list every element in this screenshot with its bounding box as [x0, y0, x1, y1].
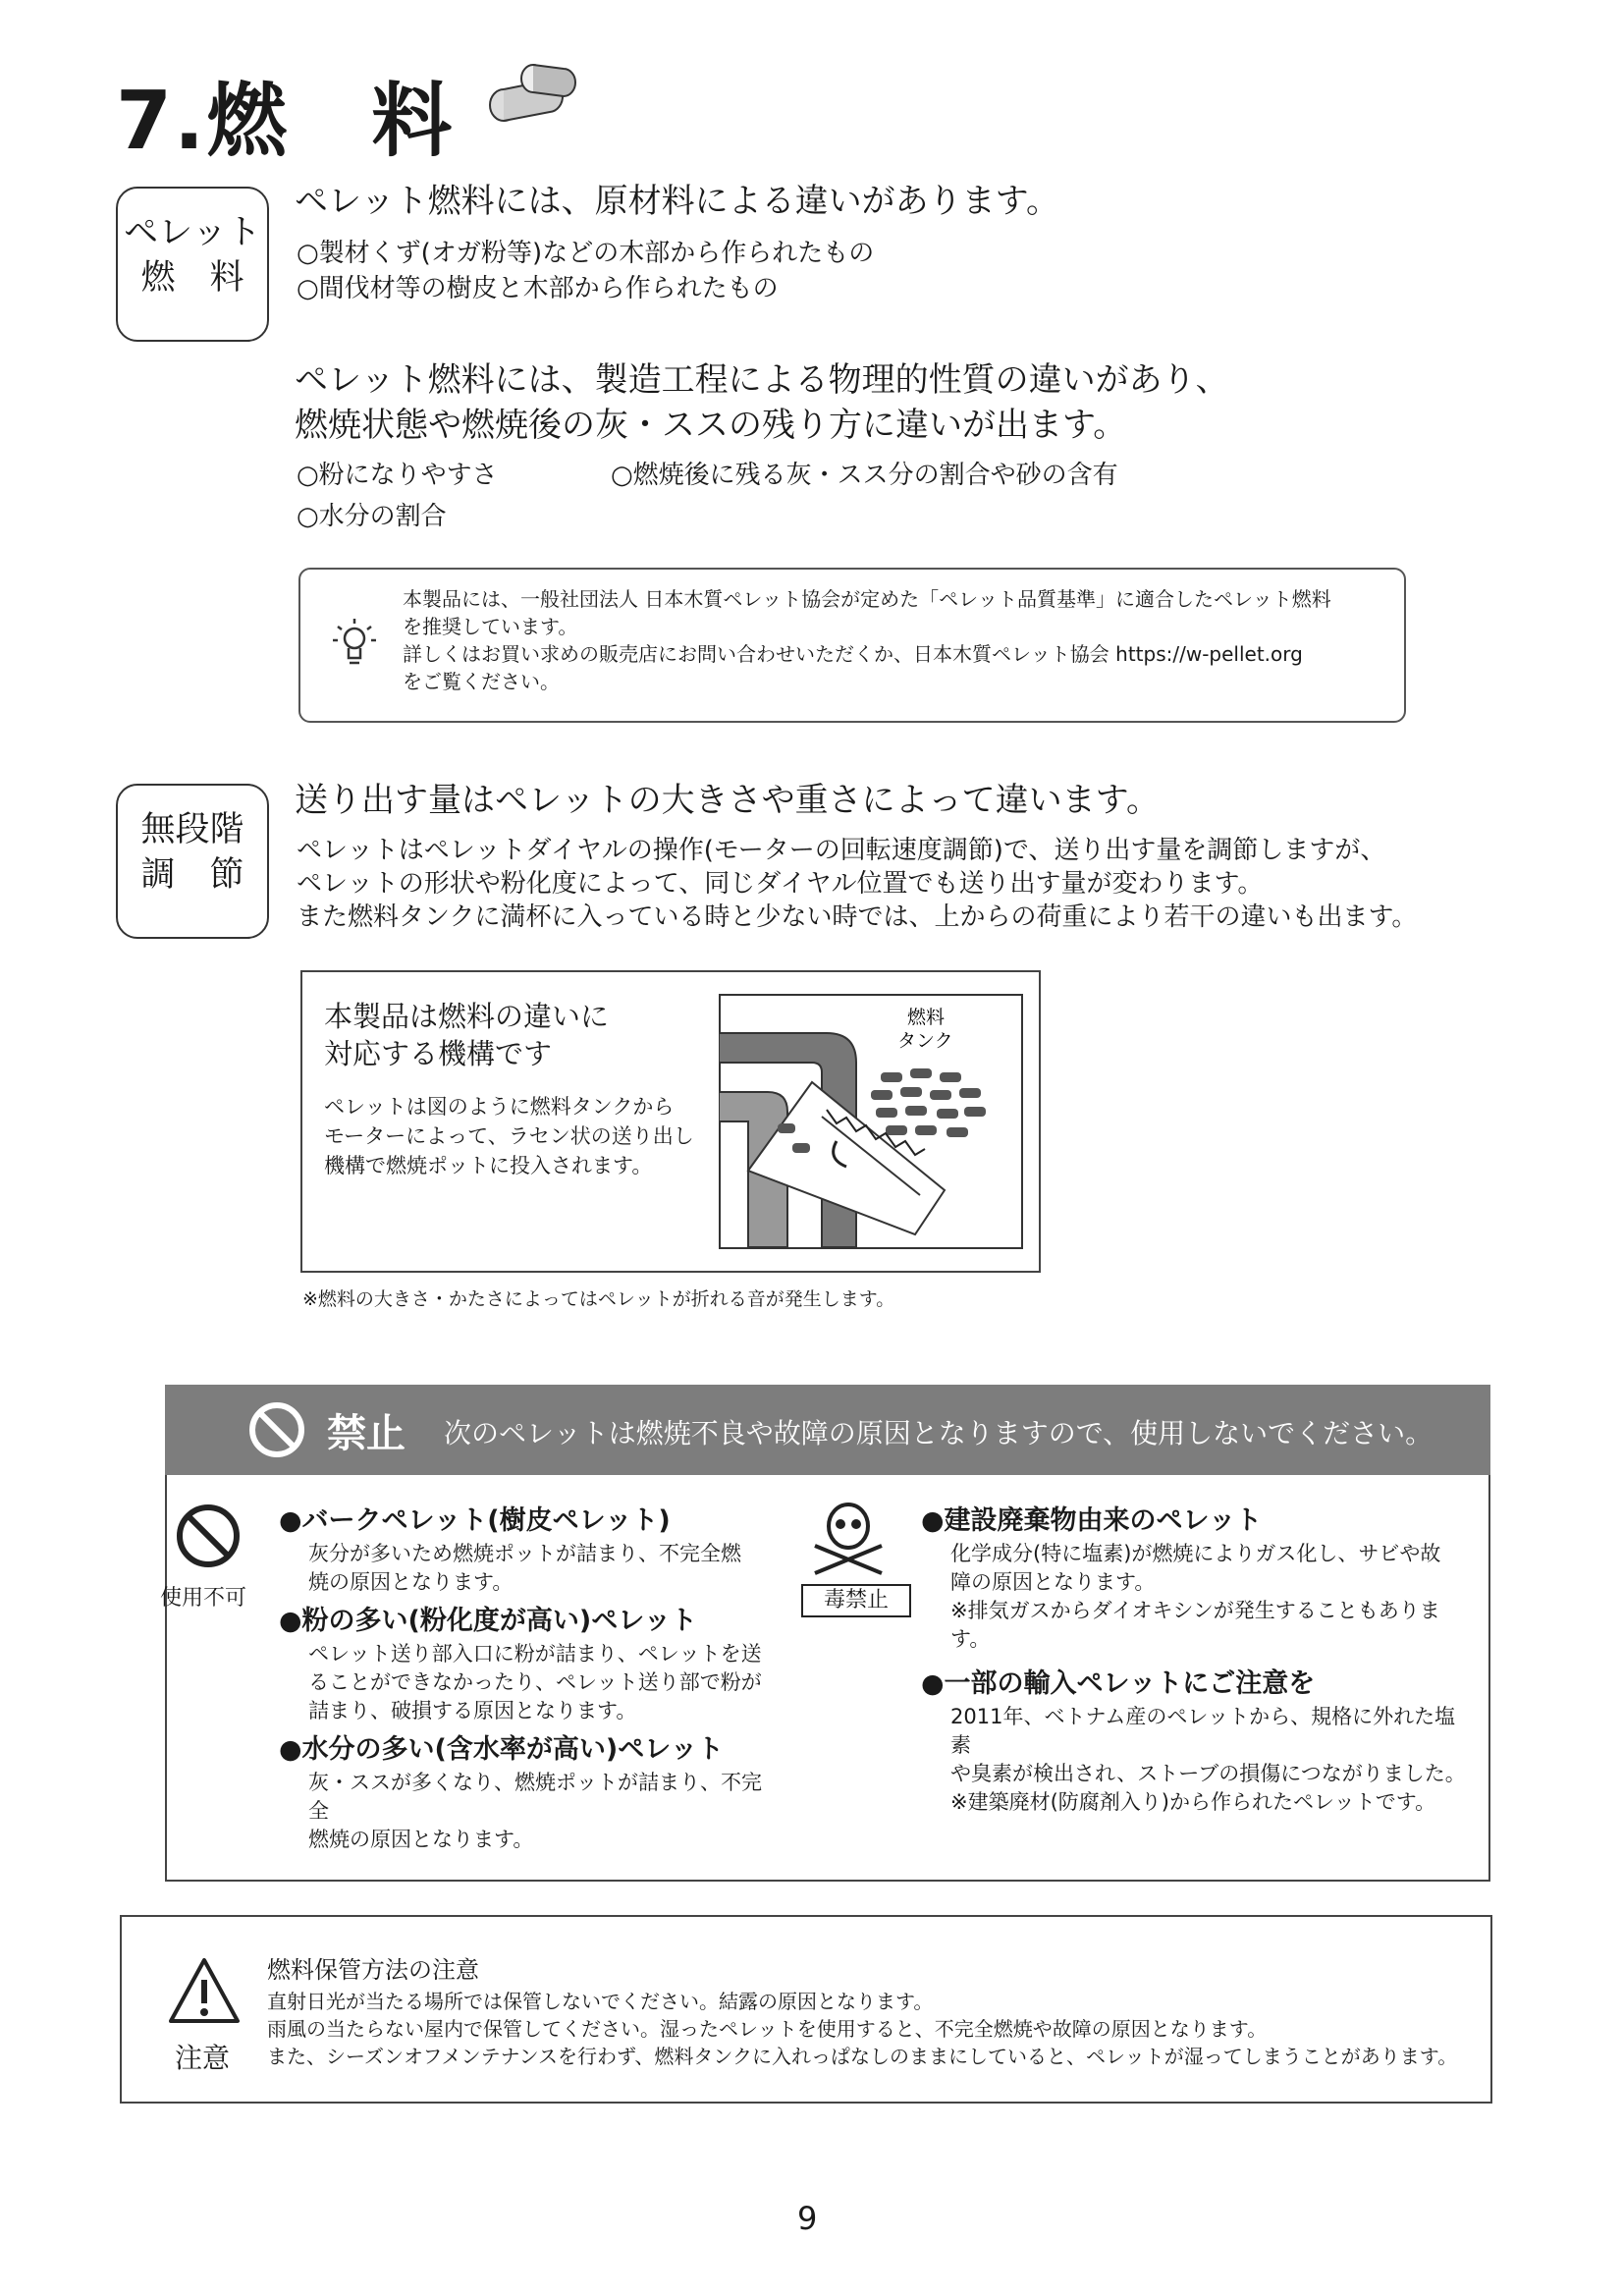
caution-text [267, 1988, 1485, 2070]
caution-label: 注意 [175, 2042, 231, 2074]
list-item-title: ●一部の輸入ペレットにご注意を [921, 1668, 1316, 1699]
diagram-label-tank: タンク [897, 1030, 953, 1052]
no-use-label: 使用不可 [160, 1586, 247, 1611]
note-line: 詳しくはお買い求めの販売店にお問い合わせいただくか、日本木質ペレット協会 https://w-pellet.org [403, 642, 1303, 666]
tab-line: 燃 料 [140, 258, 244, 298]
list-item-text: ※排気ガスからダイオキシンが発生することもあります。 [950, 1599, 1440, 1651]
tab-pellet-fuel [116, 187, 269, 342]
body-line: ペレットはペレットダイヤルの操作(モーターの回転速度調節)で、送り出す量を調節しますが、 [297, 836, 1386, 865]
list-item-title: ●バークペレット(樹皮ペレット) [279, 1505, 671, 1536]
section-title [116, 57, 454, 172]
prohibit-label: 禁止 [327, 1411, 406, 1456]
note-line: 本製品には、一般社団法人 日本木質ペレット協会が定めた「ペレット品質基準」に適合したペレット燃料 [403, 587, 1331, 611]
warning-triangle-icon [167, 1956, 242, 2025]
list-item-text: 2011年、ベトナム産のペレットから、規格に外れた塩素 [950, 1705, 1456, 1757]
list-item-text: ※建築廃材(防腐剤入り)から作られたペレットです。 [950, 1790, 1436, 1814]
list-item-text: 燃焼の原因となります。 [308, 1828, 534, 1851]
caution-line: また、シーズンオフメンテナンスを行わず、燃料タンクに入れっぱなしのままにしていると、ペレットが湿ってしまうことがあります。 [267, 2045, 1458, 2068]
list-item: ○製材くず(オガ粉等)などの木部から作られたもの [297, 239, 875, 268]
mechanism-title-line: 対応する機構です [324, 1037, 553, 1070]
pellets-icon [479, 61, 577, 139]
section-name: 燃 料 [206, 75, 455, 168]
list-item: ○水分の割合 [297, 502, 447, 531]
caution-title: 燃料保管方法の注意 [267, 1956, 479, 1984]
footnote: ※燃料の大きさ・かたさによってはペレットが折れる音が発生します。 [302, 1288, 895, 1310]
prohibit-banner-text: 次のペレットは燃焼不良や故障の原因となりますので、使用しないでください。 [444, 1417, 1434, 1449]
heading: ペレット燃料には、原材料による違いがあります。 [295, 182, 1059, 221]
mechanism-title [324, 998, 609, 1072]
caution-line: 直射日光が当たる場所では保管しないでください。結露の原因となります。 [267, 1990, 934, 2013]
mechanism-text-line: モーターによって、ラセン状の送り出し [324, 1124, 694, 1148]
heading: 送り出す量はペレットの大きさや重さによって違います。 [295, 781, 1160, 820]
list-item-title: ●粉の多い(粉化度が高い)ペレット [279, 1606, 697, 1636]
mechanism-text-line: ペレットは図のように燃料タンクから [324, 1095, 675, 1119]
note-line: を推奨しています。 [403, 615, 578, 638]
list-item-text: 化学成分(特に塩素)が燃焼によりガス化し、サビや故 [950, 1542, 1441, 1565]
caution-line: 雨風の当たらない屋内で保管してください。湿ったペレットを使用すると、不完全燃焼や故障の原因となります。 [267, 2017, 1268, 2041]
no-use-icon [175, 1503, 242, 1569]
list-item-text: 焼の原因となります。 [308, 1570, 514, 1594]
list-item-text: ペレット送り部入口に粉が詰まり、ペレットを送 [308, 1642, 762, 1666]
heading: 燃焼状態や燃焼後の灰・ススの残り方に違いが出ます。 [295, 406, 1127, 445]
left-prohibit-list [279, 1503, 770, 1854]
list-item-title: ●水分の多い(含水率が高い)ペレット [279, 1734, 724, 1765]
right-prohibit-list [921, 1503, 1471, 1817]
prohibit-banner [165, 1385, 1490, 1475]
list-item: ○間伐材等の樹皮と木部から作られたもの [297, 274, 779, 303]
mechanism-title-line: 本製品は燃料の違いに [324, 1000, 610, 1033]
page-number: 9 [797, 2200, 818, 2237]
tab-line: 無段階 [140, 810, 244, 849]
body-line: また燃料タンクに満杯に入っている時と少ない時では、上からの荷重により若干の違いも出ます。 [297, 902, 1418, 932]
list-item: ○燃焼後に残る灰・スス分の割合や砂の含有 [611, 461, 1118, 490]
list-item-text: や臭素が検出され、ストーブの損傷につながりました。 [950, 1762, 1466, 1785]
list-item-text: 障の原因となります。 [950, 1570, 1156, 1594]
body-line: ペレットの形状や粉化度によって、同じダイヤル位置でも送り出す量が変わります。 [297, 869, 1264, 899]
mechanism-text-line: 機構で燃焼ポットに投入されます。 [324, 1154, 653, 1177]
list-item-text: 詰まり、破損する原因となります。 [308, 1699, 637, 1722]
diagram-label-fuel: 燃料 [907, 1007, 946, 1028]
heading: ペレット燃料には、製造工程による物理的性質の違いがあり、 [295, 360, 1229, 400]
tab-line: 調 節 [140, 855, 244, 895]
list-item-text: ることができなかったり、ペレット送り部で粉が [308, 1670, 762, 1694]
list-item: ○粉になりやすさ [297, 461, 498, 490]
mechanism-text [324, 1092, 694, 1180]
list-item-title: ●建設廃棄物由来のペレット [921, 1505, 1263, 1536]
lightbulb-icon [330, 617, 379, 680]
poison-label: 毒禁止 [801, 1584, 911, 1617]
note-text [403, 585, 1384, 695]
tab-stepless-adjust [116, 784, 269, 939]
note-line: をご覧ください。 [403, 670, 560, 693]
auger-diagram [719, 994, 1023, 1249]
section-number: 7. [116, 75, 207, 168]
prohibit-icon [247, 1400, 306, 1459]
tab-line: ペレット [124, 213, 261, 252]
list-item-text: 灰・ススが多くなり、燃焼ポットが詰まり、不完全 [308, 1771, 762, 1823]
list-item-text: 灰分が多いため燃焼ポットが詰まり、不完全燃 [308, 1542, 741, 1565]
skull-crossbones-icon [807, 1497, 890, 1579]
